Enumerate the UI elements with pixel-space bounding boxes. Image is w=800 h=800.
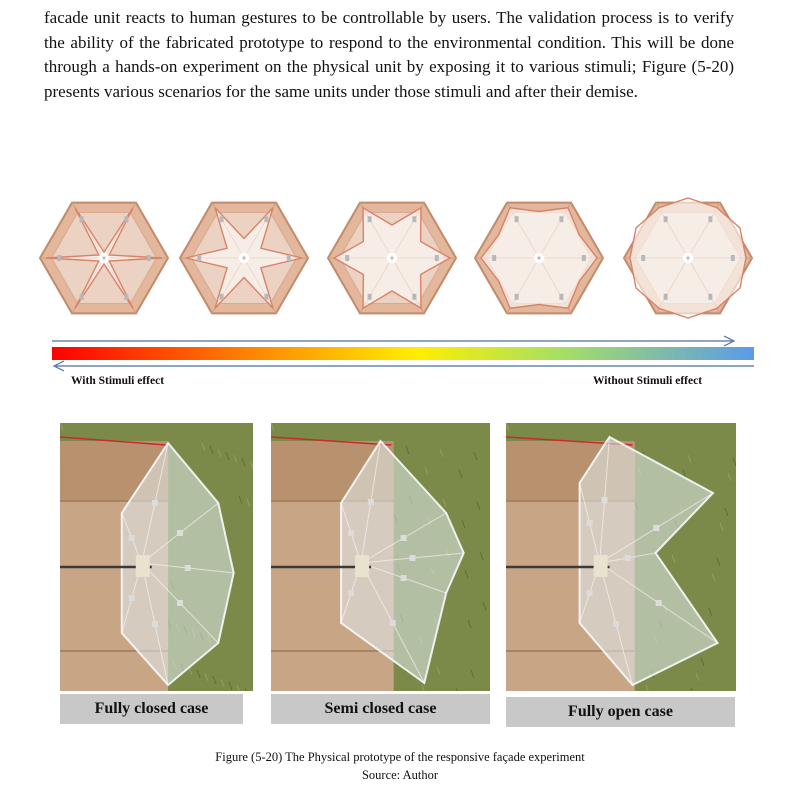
hexagon-unit-5 xyxy=(622,192,754,324)
paragraph-line: will be done through a hands-on experiment on the physical unit by exposing it to various xyxy=(44,32,734,77)
hexagon-unit-4 xyxy=(473,192,605,324)
with-stimuli-label: With Stimuli effect xyxy=(71,375,165,387)
hexagon-unit-3 xyxy=(326,192,458,324)
paragraph-line: verify the ability of the fabricated prototype to respond to the environmental condition. This xyxy=(44,8,735,52)
photo-fully-open xyxy=(506,423,736,691)
body-paragraph xyxy=(44,6,734,104)
label-fully-open: Fully open case xyxy=(506,697,735,727)
photo-semi-closed xyxy=(271,423,490,691)
hexagon-unit-1 xyxy=(38,192,170,324)
photo-fully-closed xyxy=(60,423,253,691)
label-fully-closed: Fully closed case xyxy=(60,694,243,724)
figure-caption: Figure (5-20) The Physical prototype of the responsive façade experiment xyxy=(215,750,585,764)
label-semi-closed: Semi closed case xyxy=(271,694,490,724)
figure-source: Source: Author xyxy=(361,768,439,782)
stimuli-gradient-scale xyxy=(50,334,756,374)
without-stimuli-label: Without Stimuli effect xyxy=(593,375,703,387)
paragraph-line: after their demise. xyxy=(514,81,638,101)
hexagon-unit-2 xyxy=(178,192,310,324)
paragraph-line: stimuli; Figure (5-20) presents various scenarios for the same units under those stimuli and xyxy=(44,57,735,101)
gradient-bar xyxy=(52,347,754,360)
hexagon-sequence xyxy=(0,192,800,328)
paragraph-line: facade unit reacts to human gestures to be controllable by users. The validation process is to xyxy=(44,8,688,27)
